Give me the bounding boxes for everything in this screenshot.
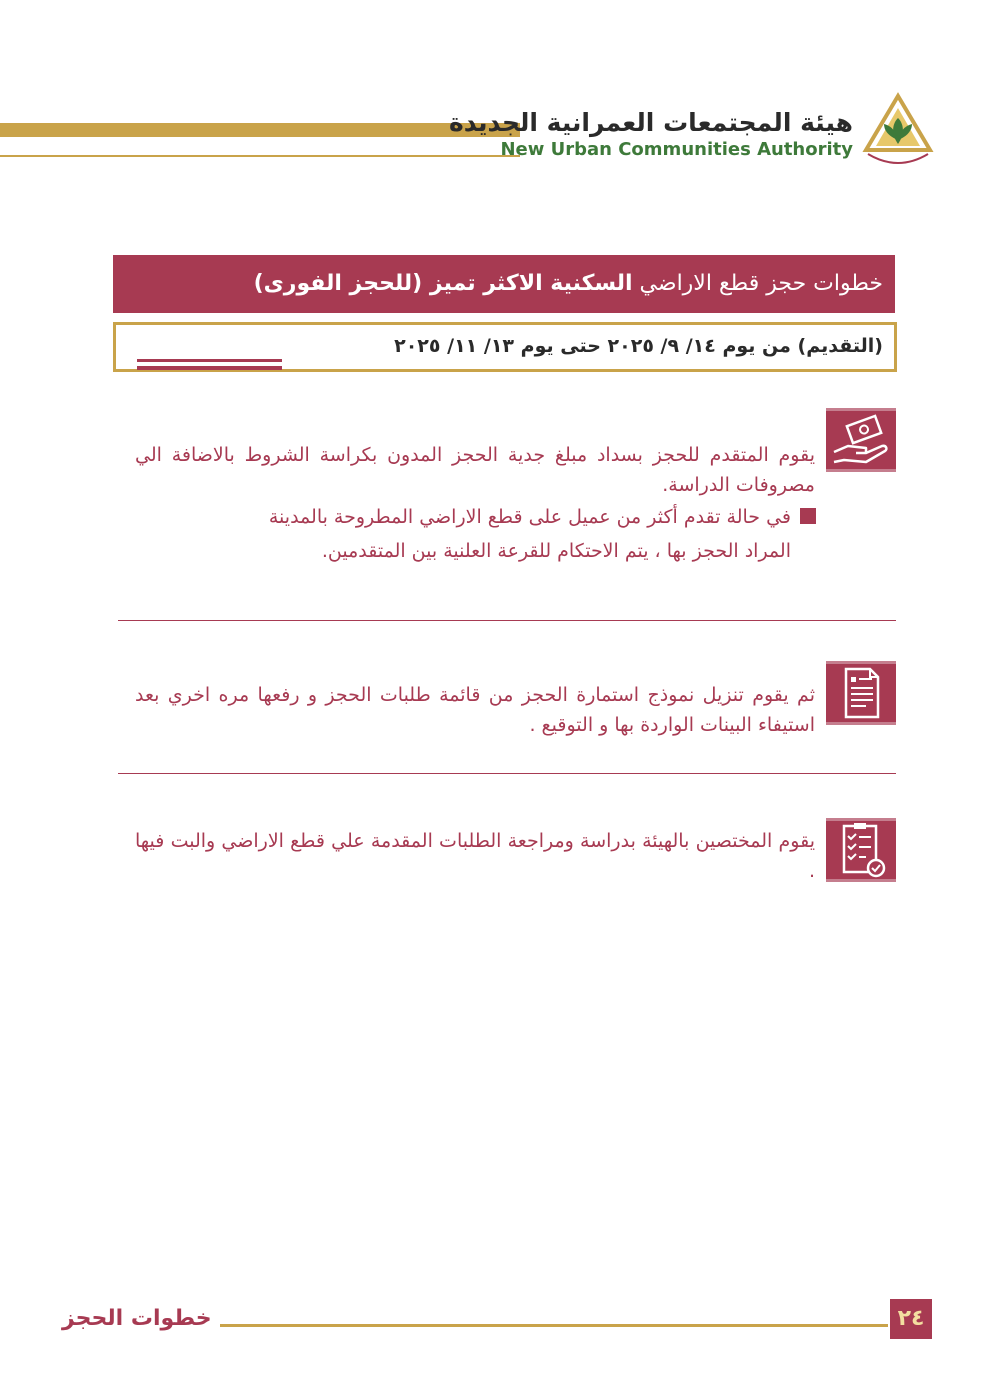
step-2-text: ثم يقوم تنزيل نموذج استمارة الحجز من قائمة طلبات الحجز و رفعها مره اخري بعد استيفاء البينات الواردة بها و التوقيع . xyxy=(135,684,815,736)
date-decoration-line xyxy=(137,366,282,370)
step-3-text: يقوم المختصين بالهيئة بدراسة ومراجعة الطلبات المقدمة علي قطع الاراضي والبت فيها . xyxy=(135,830,815,882)
nuca-logo xyxy=(858,92,938,170)
org-name-english: New Urban Communities Authority xyxy=(500,139,853,160)
section-divider xyxy=(118,773,896,774)
step-1-note-line-2: المراد الحجز بها ، يتم الاحتكام للقرعة العلنية بين المتقدمين. xyxy=(321,540,791,562)
checklist-review-icon xyxy=(826,818,896,882)
title-part-bold: السكنية الاكثر تميز (للحجز الفورى) xyxy=(253,271,633,296)
step-1-note-line-1: في حالة تقدم أكثر من عميل على قطع الاراضي المطروحة بالمدينة xyxy=(268,506,791,528)
org-name-arabic: هيئة المجتمعات العمرانية الجديدة xyxy=(448,108,853,137)
document-form-icon xyxy=(826,661,896,725)
title-part-regular: خطوات حجز قطع الاراضي xyxy=(632,271,883,296)
application-dates: (التقديم) من يوم ١٤/ ٩/ ٢٠٢٥ حتى يوم ١٣/ ١١/ ٢٠٢٥ xyxy=(394,335,883,357)
header-gold-line xyxy=(0,155,520,157)
step-1-text: يقوم المتقدم للحجز بسداد مبلغ جدية الحجز المدون بكراسة الشروط بالاضافة الي مصروفات الدراسة. xyxy=(135,444,815,496)
footer-gold-line xyxy=(220,1324,888,1327)
header-gold-bar xyxy=(0,123,520,137)
section-divider xyxy=(118,620,896,621)
money-hand-icon xyxy=(826,408,896,472)
date-decoration-line xyxy=(137,359,282,362)
bullet-square-icon xyxy=(800,508,816,524)
page-title xyxy=(254,271,883,296)
page-number: ٢٤ xyxy=(890,1299,932,1339)
footer-section-title: خطوات الحجز xyxy=(62,1306,212,1331)
